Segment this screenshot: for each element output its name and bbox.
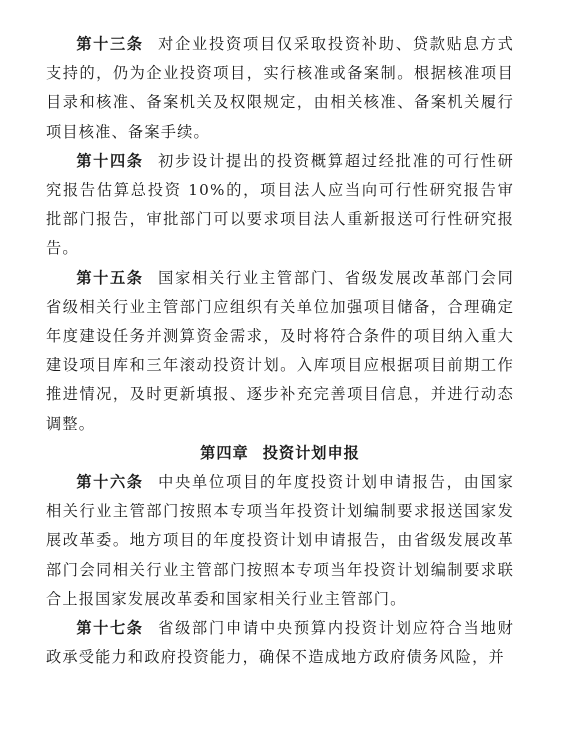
chapter-heading [46, 439, 514, 468]
article-13 [46, 30, 514, 147]
article-17-title: 第十七条 [76, 619, 144, 638]
article-13-title: 第十三条 [76, 35, 144, 53]
article-15-title: 第十五条 [76, 268, 144, 287]
article-16-title: 第十六条 [76, 473, 144, 492]
chapter-title: 投资计划申报 [262, 443, 360, 462]
article-16 [46, 468, 514, 614]
article-17 [46, 614, 514, 672]
article-13-text: 对企业投资项目仅采取投资补助、贷款贴息方式支持的，仍为企业投资项目，实行核准或备案制。根据核准项目目录和核准、备案机关及权限规定，由相关核准、备案机关履行项目核准、备案手续。 [46, 35, 515, 141]
article-17-text: 省级部门申请中央预算内投资计划应符合当地财政承受能力和政府投资能力，确保不造成地方政府债务风险，并 [46, 619, 515, 667]
document-page [46, 30, 514, 672]
article-16-text: 中央单位项目的年度投资计划申请报告，由国家相关行业主管部门按照本专项当年投资计划编制要求报送国家发展改革委。地方项目的年度投资计划申请报告，由省级发展改革部门会同相关行业主管部门按照本专项当年投资计划编制要求联合上报国家发展改革委和国家相关行业主管部门。 [46, 473, 515, 608]
chapter-number: 第四章 [200, 443, 249, 462]
article-15-text: 国家相关行业主管部门、省级发展改革部门会同省级相关行业主管部门应组织有关单位加强项目储备，合理确定年度建设任务并测算资金需求，及时将符合条件的项目纳入重大建设项目库和三年滚动投资计划。入库项目应根据项目前期工作推进情况，及时更新填报、逐步补充完善项目信息，并进行动态调整。 [46, 268, 515, 433]
article-14-text: 初步设计提出的投资概算超过经批准的可行性研究报告估算总投资 10%的，项目法人应当向可行性研究报告审批部门报告，审批部门可以要求项目法人重新报送可行性研究报告。 [46, 151, 515, 258]
article-15 [46, 264, 514, 439]
article-14 [46, 147, 514, 264]
article-14-title: 第十四条 [76, 151, 144, 170]
